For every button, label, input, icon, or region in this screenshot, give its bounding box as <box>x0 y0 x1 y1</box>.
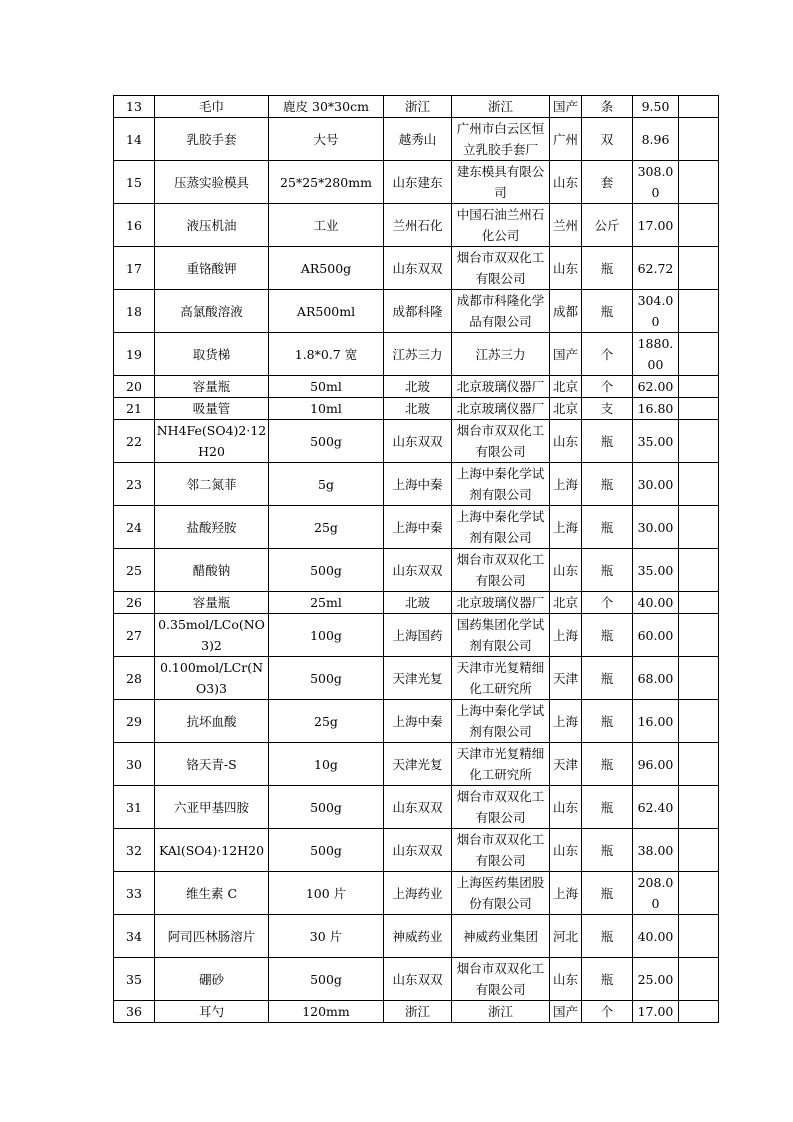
spec-cell: 500g <box>269 829 384 872</box>
manufacturer-cell: 中国石油兰州石化公司 <box>452 204 550 247</box>
row-number-cell: 18 <box>114 290 155 333</box>
manufacturer-cell: 江苏三力 <box>452 333 550 376</box>
origin-cell: 山东 <box>550 420 582 463</box>
spec-cell: 10g <box>269 743 384 786</box>
manufacturer-cell: 上海医药集团股份有限公司 <box>452 872 550 915</box>
spec-cell: 大号 <box>269 118 384 161</box>
item-name-cell: NH4Fe(SO4)2·12H20 <box>155 420 269 463</box>
brand-cell: 兰州石化 <box>384 204 452 247</box>
origin-cell: 上海 <box>550 872 582 915</box>
table-row <box>114 872 719 915</box>
table-row <box>114 915 719 958</box>
manufacturer-cell: 广州市白云区恒立乳胶手套厂 <box>452 118 550 161</box>
brand-cell: 神威药业 <box>384 915 452 958</box>
note-cell <box>679 247 719 290</box>
item-name-cell: 醋酸钠 <box>155 549 269 592</box>
note-cell <box>679 204 719 247</box>
table-row <box>114 958 719 1001</box>
row-number-cell: 35 <box>114 958 155 1001</box>
origin-cell: 山东 <box>550 161 582 204</box>
price-cell: 17.00 <box>633 1001 679 1023</box>
note-cell <box>679 118 719 161</box>
table-row <box>114 204 719 247</box>
origin-cell: 山东 <box>550 958 582 1001</box>
note-cell <box>679 376 719 398</box>
unit-cell: 瓶 <box>582 958 633 1001</box>
origin-cell: 山东 <box>550 829 582 872</box>
spec-cell: 25g <box>269 700 384 743</box>
unit-cell: 瓶 <box>582 915 633 958</box>
manufacturer-cell: 天津市光复精细化工研究所 <box>452 743 550 786</box>
price-cell: 17.00 <box>633 204 679 247</box>
note-cell <box>679 915 719 958</box>
table-row <box>114 657 719 700</box>
spec-cell: 1.8*0.7 宽 <box>269 333 384 376</box>
brand-cell: 上海国药 <box>384 614 452 657</box>
origin-cell: 广州 <box>550 118 582 161</box>
origin-cell: 天津 <box>550 743 582 786</box>
note-cell <box>679 333 719 376</box>
price-cell: 40.00 <box>633 915 679 958</box>
table-row <box>114 333 719 376</box>
brand-cell: 浙江 <box>384 96 452 118</box>
brand-cell: 天津光复 <box>384 743 452 786</box>
brand-cell: 山东双双 <box>384 247 452 290</box>
price-cell: 62.00 <box>633 376 679 398</box>
manufacturer-cell: 上海中秦化学试剂有限公司 <box>452 506 550 549</box>
price-cell: 62.72 <box>633 247 679 290</box>
item-name-cell: 六亚甲基四胺 <box>155 786 269 829</box>
note-cell <box>679 829 719 872</box>
spec-cell: 500g <box>269 657 384 700</box>
table-row <box>114 398 719 420</box>
row-number-cell: 20 <box>114 376 155 398</box>
row-number-cell: 23 <box>114 463 155 506</box>
unit-cell: 瓶 <box>582 614 633 657</box>
spec-cell: 500g <box>269 420 384 463</box>
price-cell: 8.96 <box>633 118 679 161</box>
item-name-cell: 维生素 C <box>155 872 269 915</box>
table-row <box>114 161 719 204</box>
spec-cell: 500g <box>269 786 384 829</box>
row-number-cell: 17 <box>114 247 155 290</box>
row-number-cell: 15 <box>114 161 155 204</box>
unit-cell: 瓶 <box>582 700 633 743</box>
table-row <box>114 506 719 549</box>
spec-cell: 500g <box>269 958 384 1001</box>
origin-cell: 山东 <box>550 247 582 290</box>
unit-cell: 瓶 <box>582 872 633 915</box>
brand-cell: 江苏三力 <box>384 333 452 376</box>
brand-cell: 浙江 <box>384 1001 452 1023</box>
manufacturer-cell: 烟台市双双化工有限公司 <box>452 786 550 829</box>
item-name-cell: 容量瓶 <box>155 592 269 614</box>
origin-cell: 河北 <box>550 915 582 958</box>
table-row <box>114 376 719 398</box>
item-name-cell: 铬天青-S <box>155 743 269 786</box>
item-name-cell: 阿司匹林肠溶片 <box>155 915 269 958</box>
spec-cell: 5g <box>269 463 384 506</box>
table-row <box>114 118 719 161</box>
spec-cell: 10ml <box>269 398 384 420</box>
unit-cell: 瓶 <box>582 829 633 872</box>
price-cell: 35.00 <box>633 549 679 592</box>
row-number-cell: 29 <box>114 700 155 743</box>
price-cell: 30.00 <box>633 463 679 506</box>
origin-cell: 上海 <box>550 700 582 743</box>
note-cell <box>679 614 719 657</box>
unit-cell: 个 <box>582 592 633 614</box>
item-name-cell: 取货梯 <box>155 333 269 376</box>
brand-cell: 越秀山 <box>384 118 452 161</box>
row-number-cell: 31 <box>114 786 155 829</box>
item-name-cell: 耳勺 <box>155 1001 269 1023</box>
row-number-cell: 26 <box>114 592 155 614</box>
item-name-cell: KAl(SO4)·12H20 <box>155 829 269 872</box>
manufacturer-cell: 烟台市双双化工有限公司 <box>452 829 550 872</box>
unit-cell: 个 <box>582 376 633 398</box>
unit-cell: 瓶 <box>582 549 633 592</box>
origin-cell: 山东 <box>550 549 582 592</box>
table-row <box>114 290 719 333</box>
unit-cell: 条 <box>582 96 633 118</box>
brand-cell: 北玻 <box>384 592 452 614</box>
row-number-cell: 36 <box>114 1001 155 1023</box>
price-cell: 16.80 <box>633 398 679 420</box>
manufacturer-cell: 浙江 <box>452 96 550 118</box>
note-cell <box>679 958 719 1001</box>
note-cell <box>679 743 719 786</box>
origin-cell: 天津 <box>550 657 582 700</box>
origin-cell: 北京 <box>550 376 582 398</box>
row-number-cell: 34 <box>114 915 155 958</box>
brand-cell: 山东双双 <box>384 420 452 463</box>
manufacturer-cell: 天津市光复精细化工研究所 <box>452 657 550 700</box>
spec-cell: 100 片 <box>269 872 384 915</box>
brand-cell: 上海中秦 <box>384 506 452 549</box>
unit-cell: 个 <box>582 333 633 376</box>
brand-cell: 天津光复 <box>384 657 452 700</box>
origin-cell: 国产 <box>550 1001 582 1023</box>
spec-cell: 25g <box>269 506 384 549</box>
table-row <box>114 743 719 786</box>
row-number-cell: 13 <box>114 96 155 118</box>
note-cell <box>679 96 719 118</box>
brand-cell: 山东双双 <box>384 829 452 872</box>
manufacturer-cell: 上海中秦化学试剂有限公司 <box>452 700 550 743</box>
brand-cell: 山东双双 <box>384 958 452 1001</box>
row-number-cell: 30 <box>114 743 155 786</box>
unit-cell: 双 <box>582 118 633 161</box>
row-number-cell: 22 <box>114 420 155 463</box>
manufacturer-cell: 北京玻璃仪器厂 <box>452 592 550 614</box>
product-table <box>113 95 719 1023</box>
table-row <box>114 549 719 592</box>
item-name-cell: 压蒸实验模具 <box>155 161 269 204</box>
price-cell: 40.00 <box>633 592 679 614</box>
item-name-cell: 乳胶手套 <box>155 118 269 161</box>
price-cell: 308.00 <box>633 161 679 204</box>
origin-cell: 上海 <box>550 506 582 549</box>
manufacturer-cell: 烟台市双双化工有限公司 <box>452 420 550 463</box>
item-name-cell: 抗坏血酸 <box>155 700 269 743</box>
table-row <box>114 1001 719 1023</box>
unit-cell: 瓶 <box>582 743 633 786</box>
spec-cell: 30 片 <box>269 915 384 958</box>
spec-cell: 25ml <box>269 592 384 614</box>
table-row <box>114 96 719 118</box>
manufacturer-cell: 烟台市双双化工有限公司 <box>452 958 550 1001</box>
unit-cell: 瓶 <box>582 786 633 829</box>
note-cell <box>679 700 719 743</box>
note-cell <box>679 1001 719 1023</box>
row-number-cell: 24 <box>114 506 155 549</box>
unit-cell: 瓶 <box>582 657 633 700</box>
spec-cell: AR500g <box>269 247 384 290</box>
brand-cell: 山东双双 <box>384 549 452 592</box>
note-cell <box>679 786 719 829</box>
table-row <box>114 592 719 614</box>
manufacturer-cell: 国药集团化学试剂有限公司 <box>452 614 550 657</box>
brand-cell: 上海药业 <box>384 872 452 915</box>
table-row <box>114 614 719 657</box>
item-name-cell: 液压机油 <box>155 204 269 247</box>
origin-cell: 上海 <box>550 614 582 657</box>
item-name-cell: 邻二氮菲 <box>155 463 269 506</box>
note-cell <box>679 290 719 333</box>
price-cell: 96.00 <box>633 743 679 786</box>
price-cell: 30.00 <box>633 506 679 549</box>
unit-cell: 瓶 <box>582 247 633 290</box>
item-name-cell: 高氯酸溶液 <box>155 290 269 333</box>
item-name-cell: 吸量管 <box>155 398 269 420</box>
brand-cell: 北玻 <box>384 398 452 420</box>
spec-cell: 100g <box>269 614 384 657</box>
row-number-cell: 28 <box>114 657 155 700</box>
spec-cell: AR500ml <box>269 290 384 333</box>
note-cell <box>679 506 719 549</box>
brand-cell: 成都科隆 <box>384 290 452 333</box>
spec-cell: 工业 <box>269 204 384 247</box>
unit-cell: 瓶 <box>582 506 633 549</box>
spec-cell: 120mm <box>269 1001 384 1023</box>
unit-cell: 支 <box>582 398 633 420</box>
spec-cell: 500g <box>269 549 384 592</box>
price-cell: 16.00 <box>633 700 679 743</box>
table-row <box>114 247 719 290</box>
manufacturer-cell: 成都市科隆化学品有限公司 <box>452 290 550 333</box>
brand-cell: 上海中秦 <box>384 463 452 506</box>
note-cell <box>679 657 719 700</box>
brand-cell: 上海中秦 <box>384 700 452 743</box>
origin-cell: 国产 <box>550 96 582 118</box>
note-cell <box>679 420 719 463</box>
spec-cell: 25*25*280mm <box>269 161 384 204</box>
price-cell: 9.50 <box>633 96 679 118</box>
row-number-cell: 25 <box>114 549 155 592</box>
unit-cell: 个 <box>582 1001 633 1023</box>
row-number-cell: 16 <box>114 204 155 247</box>
unit-cell: 瓶 <box>582 290 633 333</box>
price-cell: 208.00 <box>633 872 679 915</box>
row-number-cell: 33 <box>114 872 155 915</box>
item-name-cell: 毛巾 <box>155 96 269 118</box>
price-cell: 1880.00 <box>633 333 679 376</box>
price-cell: 62.40 <box>633 786 679 829</box>
table-row <box>114 786 719 829</box>
row-number-cell: 27 <box>114 614 155 657</box>
item-name-cell: 硼砂 <box>155 958 269 1001</box>
origin-cell: 成都 <box>550 290 582 333</box>
origin-cell: 上海 <box>550 463 582 506</box>
price-cell: 25.00 <box>633 958 679 1001</box>
note-cell <box>679 592 719 614</box>
manufacturer-cell: 神威药业集团 <box>452 915 550 958</box>
row-number-cell: 32 <box>114 829 155 872</box>
price-cell: 68.00 <box>633 657 679 700</box>
row-number-cell: 19 <box>114 333 155 376</box>
note-cell <box>679 549 719 592</box>
brand-cell: 北玻 <box>384 376 452 398</box>
item-name-cell: 重铬酸钾 <box>155 247 269 290</box>
price-cell: 35.00 <box>633 420 679 463</box>
unit-cell: 瓶 <box>582 420 633 463</box>
price-cell: 38.00 <box>633 829 679 872</box>
note-cell <box>679 463 719 506</box>
note-cell <box>679 161 719 204</box>
table-row <box>114 700 719 743</box>
table-row <box>114 420 719 463</box>
manufacturer-cell: 建东模具有限公司 <box>452 161 550 204</box>
unit-cell: 瓶 <box>582 463 633 506</box>
item-name-cell: 0.100mol/LCr(NO3)3 <box>155 657 269 700</box>
item-name-cell: 盐酸羟胺 <box>155 506 269 549</box>
price-cell: 60.00 <box>633 614 679 657</box>
spec-cell: 鹿皮 30*30cm <box>269 96 384 118</box>
origin-cell: 山东 <box>550 786 582 829</box>
brand-cell: 山东建东 <box>384 161 452 204</box>
brand-cell: 山东双双 <box>384 786 452 829</box>
manufacturer-cell: 北京玻璃仪器厂 <box>452 376 550 398</box>
note-cell <box>679 872 719 915</box>
manufacturer-cell: 烟台市双双化工有限公司 <box>452 549 550 592</box>
price-cell: 304.00 <box>633 290 679 333</box>
manufacturer-cell: 上海中秦化学试剂有限公司 <box>452 463 550 506</box>
manufacturer-cell: 浙江 <box>452 1001 550 1023</box>
unit-cell: 套 <box>582 161 633 204</box>
origin-cell: 兰州 <box>550 204 582 247</box>
unit-cell: 公斤 <box>582 204 633 247</box>
row-number-cell: 21 <box>114 398 155 420</box>
item-name-cell: 容量瓶 <box>155 376 269 398</box>
table-row <box>114 829 719 872</box>
origin-cell: 北京 <box>550 592 582 614</box>
table-row <box>114 463 719 506</box>
spec-cell: 50ml <box>269 376 384 398</box>
row-number-cell: 14 <box>114 118 155 161</box>
table-body <box>114 96 719 1023</box>
note-cell <box>679 398 719 420</box>
manufacturer-cell: 北京玻璃仪器厂 <box>452 398 550 420</box>
origin-cell: 国产 <box>550 333 582 376</box>
origin-cell: 北京 <box>550 398 582 420</box>
item-name-cell: 0.35mol/LCo(NO3)2 <box>155 614 269 657</box>
manufacturer-cell: 烟台市双双化工有限公司 <box>452 247 550 290</box>
